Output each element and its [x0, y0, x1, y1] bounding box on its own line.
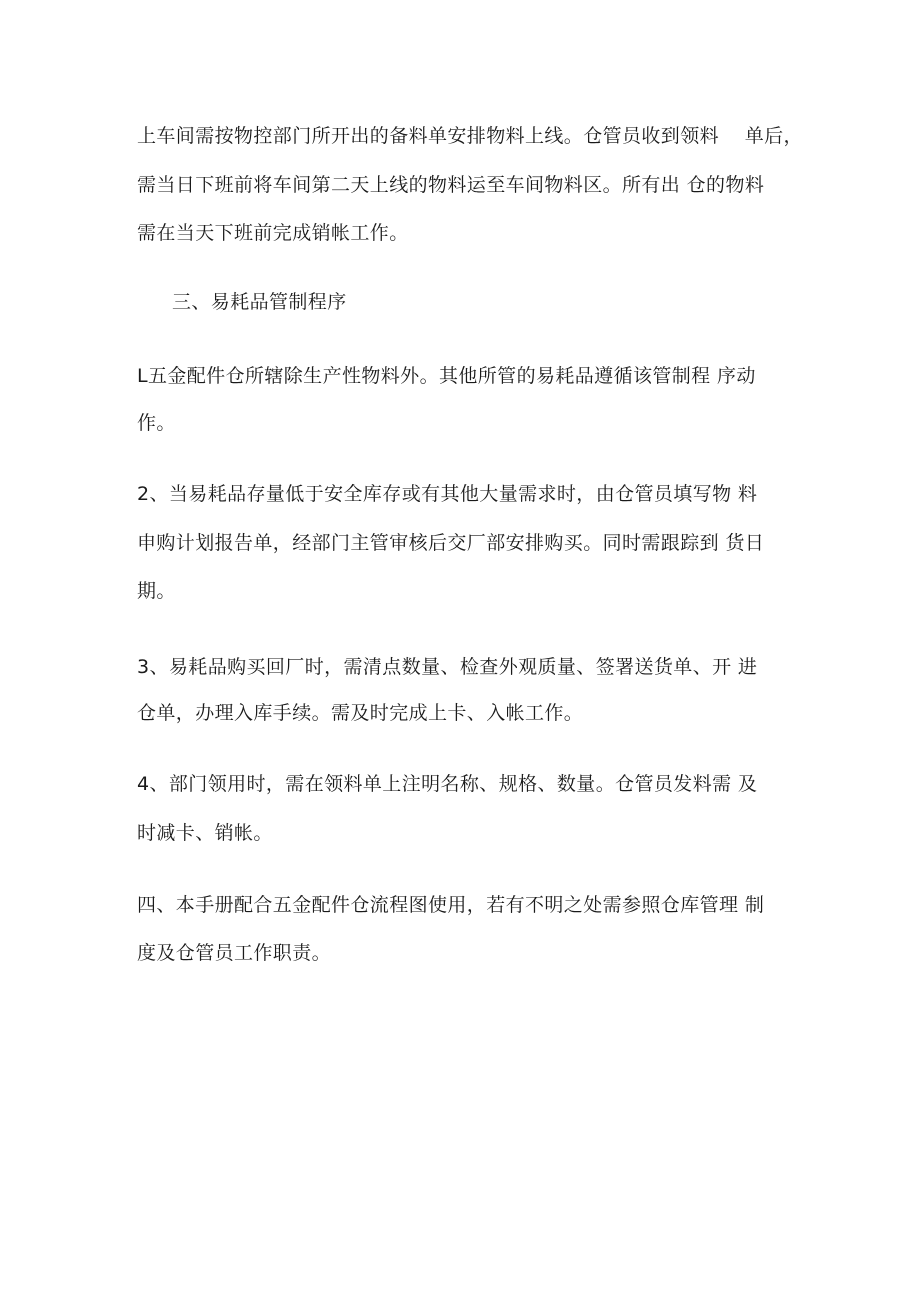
paragraph-line: 4、部门领用时，需在领料单上注明名称、规格、数量。仓管员发料需 及 — [137, 773, 758, 795]
paragraph-line: 2、当易耗品存量低于安全库存或有其他大量需求时，由仓管员填写物 料 — [137, 483, 758, 505]
paragraph-line: 期。 — [137, 580, 176, 602]
paragraph-line: 需在当天下班前完成销帐工作。 — [137, 222, 409, 244]
section-heading: 三、易耗品管制程序 — [172, 291, 347, 313]
paragraph-line: 作。 — [137, 412, 176, 434]
paragraph-line: 需当日下班前将车间第二天上线的物料运至车间物料区。所有出 仓的物料 — [137, 174, 765, 196]
paragraph-line: 3、易耗品购买回厂时，需清点数量、检查外观质量、签署送货单、开 进 — [137, 656, 758, 678]
paragraph-line: 度及仓管员工作职责。 — [137, 942, 332, 964]
paragraph-line: L五金配件仓所辖除生产性物料外。其他所管的易耗品遵循该管制程 序动 — [137, 365, 756, 387]
paragraph-line: 申购计划报告单，经部门主管审核后交厂部安排购买。同时需跟踪到 货日 — [137, 532, 765, 554]
paragraph-line: 仓单，办理入库手续。需及时完成上卡、入帐工作。 — [137, 702, 584, 724]
paragraph-line: 时减卡、销帐。 — [137, 822, 273, 844]
paragraph-line: 四、本手册配合五金配件仓流程图使用，若有不明之处需参照仓库管理 制 — [137, 894, 765, 916]
paragraph-line: 上车间需按物控部门所开出的备料单安排物料上线。仓管员收到领料 单后， — [137, 125, 803, 147]
